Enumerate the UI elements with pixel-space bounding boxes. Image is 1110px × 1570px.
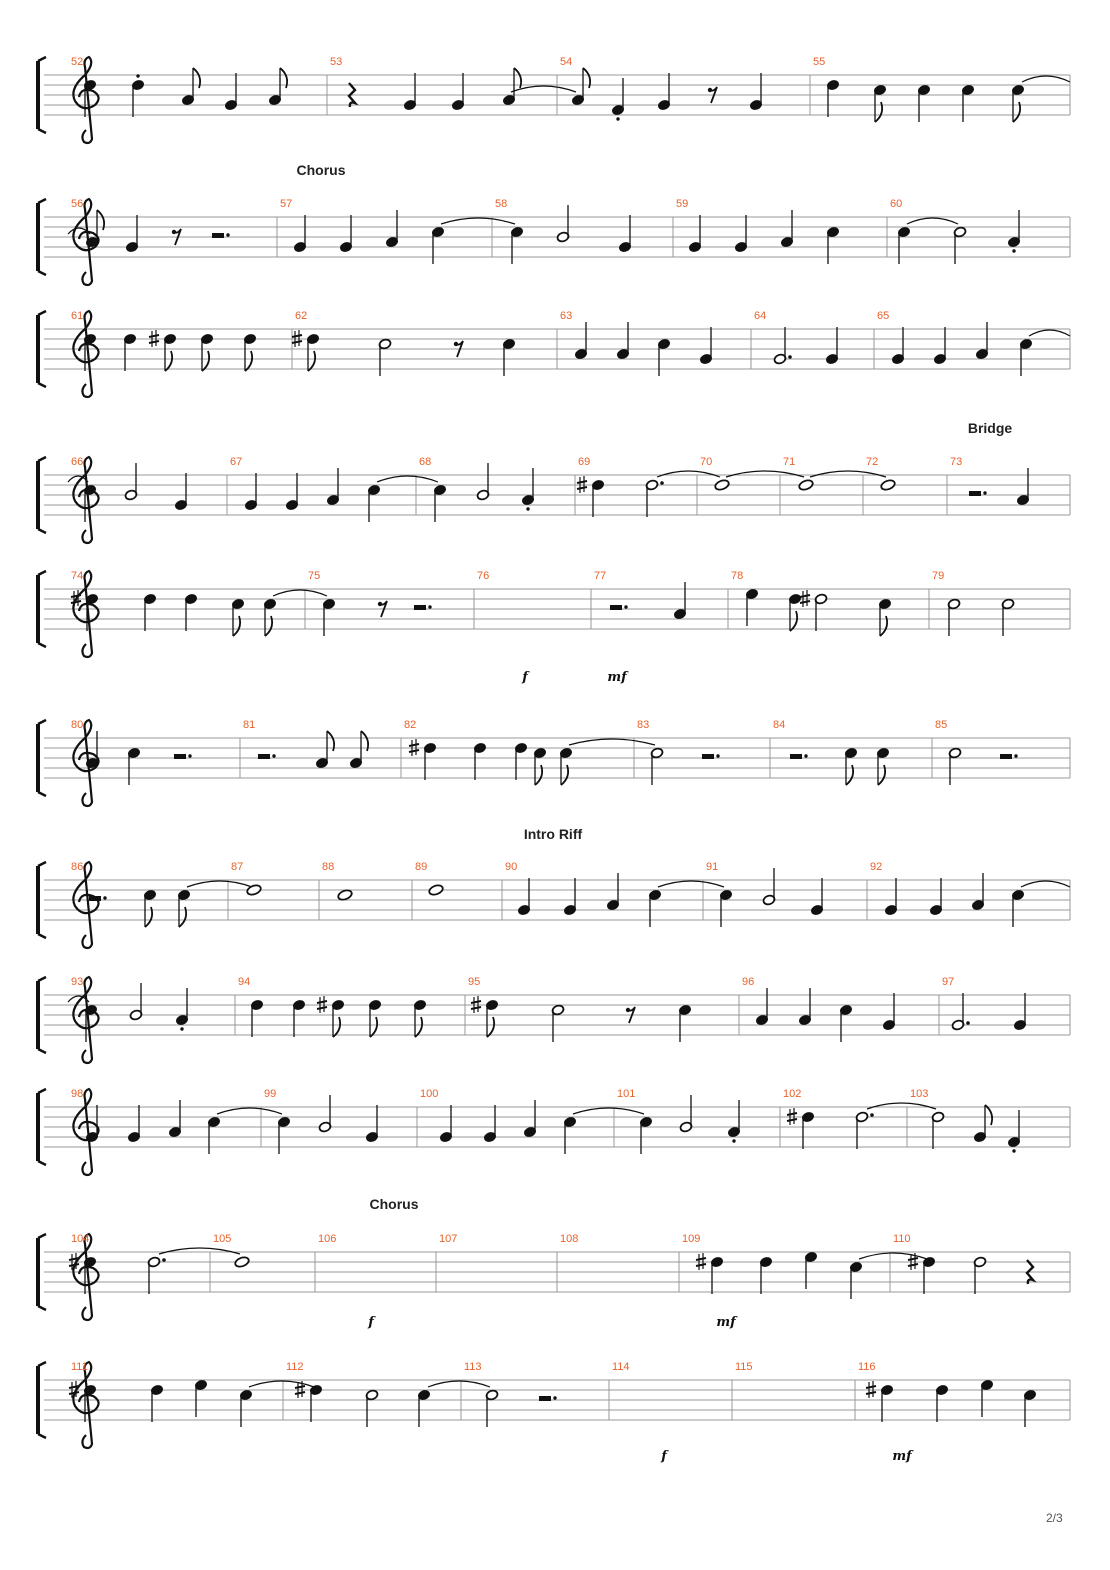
staff-system bbox=[38, 310, 1070, 397]
measure-number: 85 bbox=[935, 719, 948, 731]
measure-number: 92 bbox=[870, 861, 883, 873]
staccato-dot bbox=[1012, 249, 1015, 252]
measure-number: 62 bbox=[295, 310, 308, 322]
measure-number: 55 bbox=[813, 56, 826, 68]
measure-number: 94 bbox=[238, 976, 251, 988]
measure-number: 72 bbox=[866, 456, 879, 468]
measure-number: 79 bbox=[932, 570, 945, 582]
tie bbox=[428, 1381, 490, 1387]
staff-system bbox=[38, 976, 1070, 1063]
half-rest bbox=[258, 754, 270, 759]
measure-number: 97 bbox=[942, 976, 955, 988]
note-head bbox=[798, 479, 814, 492]
staccato-dot bbox=[136, 74, 139, 77]
staccato-dot bbox=[616, 117, 619, 120]
staff-system bbox=[38, 56, 1070, 143]
half-rest bbox=[212, 233, 224, 238]
eighth-flag bbox=[790, 611, 797, 631]
measure-number: 52 bbox=[71, 56, 84, 68]
measure-number: 110 bbox=[893, 1233, 911, 1245]
staff-lines bbox=[44, 589, 1070, 629]
staff-system bbox=[38, 420, 1070, 543]
measure-number: 100 bbox=[420, 1088, 439, 1100]
half-rest bbox=[174, 754, 186, 759]
tie bbox=[573, 1108, 644, 1114]
eighth-flag bbox=[165, 351, 172, 371]
staff-system bbox=[38, 1361, 1070, 1464]
staccato-dot bbox=[732, 1139, 735, 1142]
staff-lines bbox=[44, 475, 1070, 515]
measure-number: 60 bbox=[890, 198, 903, 210]
eighth-flag bbox=[415, 1017, 422, 1037]
measure-number: 74 bbox=[71, 570, 84, 582]
measure-number: 86 bbox=[71, 861, 84, 873]
measure-number: 82 bbox=[404, 719, 417, 731]
tie bbox=[187, 881, 252, 887]
measure-number: 112 bbox=[286, 1361, 304, 1373]
tie bbox=[159, 1248, 240, 1254]
measure-number: 61 bbox=[71, 310, 84, 322]
measure-number: 71 bbox=[783, 456, 796, 468]
dynamic-marking: f bbox=[368, 1315, 374, 1330]
section-label: Intro Riff bbox=[523, 826, 583, 842]
measure-number: 106 bbox=[318, 1233, 337, 1245]
measure-number: 96 bbox=[742, 976, 755, 988]
treble-clef-icon bbox=[73, 1089, 98, 1175]
half-rest bbox=[414, 605, 426, 610]
tie bbox=[569, 739, 655, 745]
staccato-dot bbox=[1012, 1149, 1015, 1152]
measure-number: 64 bbox=[754, 310, 767, 322]
tie bbox=[657, 471, 720, 477]
half-rest bbox=[702, 754, 714, 759]
section-label: Chorus bbox=[296, 162, 346, 178]
dynamic-marking: f bbox=[661, 1449, 667, 1464]
note-head bbox=[337, 889, 353, 902]
augmentation-dot bbox=[870, 1113, 874, 1117]
augmentation-dot bbox=[788, 355, 792, 359]
tie bbox=[658, 881, 724, 887]
eighth-flag bbox=[245, 351, 252, 371]
tie bbox=[726, 471, 804, 477]
measure-number: 67 bbox=[230, 456, 243, 468]
measure-number: 59 bbox=[676, 198, 689, 210]
staff-system bbox=[38, 719, 1070, 806]
staff-system bbox=[38, 570, 1070, 685]
measure-number: 113 bbox=[464, 1361, 482, 1373]
treble-clef-icon bbox=[73, 571, 98, 657]
treble-clef-icon bbox=[73, 457, 98, 543]
staccato-dot bbox=[180, 1027, 183, 1030]
eighth-flag bbox=[308, 351, 315, 371]
augmentation-dot bbox=[162, 1258, 166, 1262]
half-rest bbox=[539, 1396, 551, 1401]
treble-clef-icon bbox=[73, 1362, 98, 1448]
dynamic-marking: mf bbox=[607, 670, 627, 685]
measure-number: 93 bbox=[71, 976, 84, 988]
measure-number: 80 bbox=[71, 719, 84, 731]
measure-number: 107 bbox=[439, 1233, 458, 1245]
measure-number: 58 bbox=[495, 198, 508, 210]
measure-number: 73 bbox=[950, 456, 963, 468]
augmentation-dot bbox=[660, 481, 664, 485]
note-head bbox=[880, 479, 896, 492]
note-head bbox=[714, 479, 730, 492]
tie bbox=[377, 476, 438, 482]
tie bbox=[273, 590, 327, 596]
measure-number: 75 bbox=[308, 570, 321, 582]
treble-clef-icon bbox=[73, 1234, 98, 1320]
measure-number: 102 bbox=[783, 1088, 802, 1100]
staff-lines bbox=[44, 738, 1070, 778]
measure-number: 88 bbox=[322, 861, 335, 873]
measure-number: 89 bbox=[415, 861, 428, 873]
staff-lines bbox=[44, 1107, 1070, 1147]
measure-number: 84 bbox=[773, 719, 786, 731]
half-rest bbox=[610, 605, 622, 610]
measure-number: 65 bbox=[877, 310, 890, 322]
eighth-flag bbox=[333, 1017, 340, 1037]
dynamic-marking: mf bbox=[716, 1315, 736, 1330]
measure-number: 70 bbox=[700, 456, 713, 468]
eighth-flag bbox=[202, 351, 209, 371]
staff-system bbox=[38, 826, 1070, 948]
half-rest bbox=[790, 754, 802, 759]
tie bbox=[1022, 76, 1070, 82]
measure-number: 91 bbox=[706, 861, 719, 873]
tie bbox=[810, 471, 886, 477]
dynamic-marking: f bbox=[522, 670, 528, 685]
measure-number: 63 bbox=[560, 310, 573, 322]
section-label: Bridge bbox=[967, 420, 1013, 436]
staccato-dot bbox=[526, 507, 529, 510]
note-head bbox=[428, 884, 444, 897]
measure-number: 99 bbox=[264, 1088, 277, 1100]
tie bbox=[1029, 330, 1070, 336]
tie bbox=[1021, 881, 1070, 887]
measure-number: 115 bbox=[735, 1361, 753, 1373]
measure-number: 87 bbox=[231, 861, 244, 873]
tie bbox=[217, 1108, 282, 1114]
measure-number: 103 bbox=[910, 1088, 929, 1100]
half-rest bbox=[969, 491, 981, 496]
measure-number: 104 bbox=[71, 1233, 90, 1245]
eighth-flag bbox=[487, 1017, 494, 1037]
measure-number: 98 bbox=[71, 1088, 84, 1100]
staff-system bbox=[38, 1196, 1070, 1330]
measure-number: 111 bbox=[71, 1361, 88, 1373]
measure-number: 54 bbox=[560, 56, 573, 68]
section-label: Chorus bbox=[369, 1196, 419, 1212]
measure-number: 81 bbox=[243, 719, 256, 731]
measure-number: 90 bbox=[505, 861, 518, 873]
dynamic-marking: mf bbox=[892, 1449, 912, 1464]
measure-number: 68 bbox=[419, 456, 432, 468]
measure-number: 78 bbox=[731, 570, 744, 582]
page-number: 2/3 bbox=[1046, 1511, 1063, 1525]
treble-clef-icon bbox=[73, 311, 98, 397]
half-rest bbox=[89, 896, 101, 901]
eighth-flag bbox=[985, 1105, 992, 1125]
half-rest bbox=[1000, 754, 1012, 759]
treble-clef-icon bbox=[73, 862, 98, 948]
staff-system bbox=[38, 1088, 1070, 1175]
eighth-flag bbox=[370, 1017, 377, 1037]
measure-number: 108 bbox=[560, 1233, 579, 1245]
measure-number: 116 bbox=[858, 1361, 876, 1373]
measure-number: 105 bbox=[213, 1233, 232, 1245]
measure-number: 95 bbox=[468, 976, 481, 988]
staff-lines bbox=[44, 880, 1070, 920]
measure-number: 109 bbox=[682, 1233, 701, 1245]
note-head bbox=[234, 1256, 250, 1269]
measure-number: 77 bbox=[594, 570, 607, 582]
measure-number: 83 bbox=[637, 719, 650, 731]
measure-number: 57 bbox=[280, 198, 293, 210]
tie bbox=[441, 218, 515, 224]
treble-clef-icon bbox=[73, 57, 98, 143]
measure-number: 56 bbox=[71, 198, 84, 210]
measure-number: 101 bbox=[617, 1088, 636, 1100]
measure-number: 114 bbox=[612, 1361, 630, 1373]
tie bbox=[907, 218, 958, 224]
measure-number: 66 bbox=[71, 456, 84, 468]
augmentation-dot bbox=[966, 1021, 970, 1025]
measure-number: 69 bbox=[578, 456, 591, 468]
tie bbox=[867, 1103, 936, 1109]
measure-number: 76 bbox=[477, 570, 490, 582]
staff-system bbox=[38, 162, 1070, 285]
measure-number: 53 bbox=[330, 56, 343, 68]
